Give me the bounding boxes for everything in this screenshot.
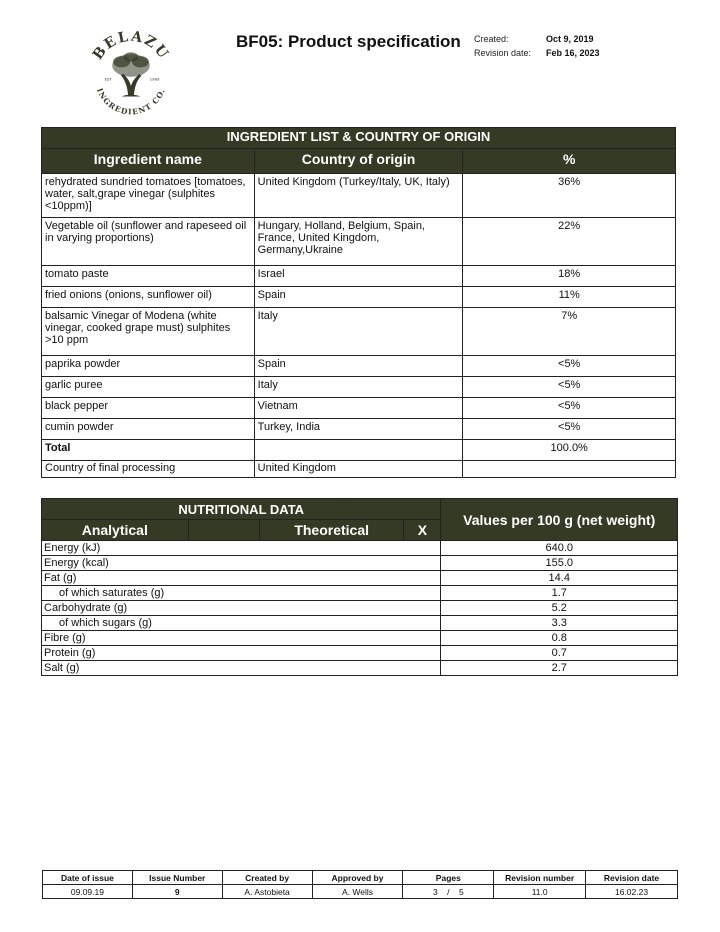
ingredient-name: rehydrated sundried tomatoes [tomatoes, water, salt,grape vinegar (sulphites <10ppm)] bbox=[42, 174, 255, 218]
ingredient-percent: 22% bbox=[463, 218, 676, 266]
ingredient-percent: <5% bbox=[463, 356, 676, 377]
pages-value bbox=[403, 885, 494, 899]
ingredient-percent: 11% bbox=[463, 287, 676, 308]
total-label: Total bbox=[42, 440, 255, 461]
final-processing-empty bbox=[463, 461, 676, 478]
logo-est-text: EST bbox=[104, 77, 112, 82]
ingredient-country: Vietnam bbox=[254, 398, 463, 419]
document-control-table bbox=[42, 870, 678, 899]
nutrient-label: of which saturates (g) bbox=[42, 586, 441, 601]
ingredient-percent: <5% bbox=[463, 398, 676, 419]
table-row bbox=[42, 571, 678, 586]
nutrient-value: 5.2 bbox=[441, 601, 678, 616]
revision-date-label: Revision date: bbox=[474, 48, 532, 58]
ingredient-name: Vegetable oil (sunflower and rapeseed oil in varying proportions) bbox=[42, 218, 255, 266]
ingredient-percent: 18% bbox=[463, 266, 676, 287]
ingredient-name: black pepper bbox=[42, 398, 255, 419]
ingredient-country: Spain bbox=[254, 287, 463, 308]
header-pages: Pages bbox=[403, 871, 494, 885]
logo-subtitle-text: INGREDIENT CO. bbox=[95, 86, 167, 117]
total-row bbox=[42, 440, 676, 461]
col-country-of-origin: Country of origin bbox=[254, 149, 463, 174]
ingredient-percent: 36% bbox=[463, 174, 676, 218]
table-row bbox=[42, 266, 676, 287]
theoretical-mark: X bbox=[404, 520, 441, 541]
table-row bbox=[42, 661, 678, 676]
revision-date-value: 16.02.23 bbox=[586, 885, 678, 899]
table-row bbox=[42, 308, 676, 356]
col-ingredient-name: Ingredient name bbox=[42, 149, 255, 174]
nutrient-value: 3.3 bbox=[441, 616, 678, 631]
ingredient-percent: <5% bbox=[463, 377, 676, 398]
final-processing-value: United Kingdom bbox=[254, 461, 463, 478]
approved-by-value: A. Wells bbox=[312, 885, 403, 899]
ingredient-name: garlic puree bbox=[42, 377, 255, 398]
total-value: 100.0% bbox=[463, 440, 676, 461]
nutrient-label: Fibre (g) bbox=[42, 631, 441, 646]
table-row bbox=[42, 601, 678, 616]
table-row bbox=[42, 287, 676, 308]
ingredient-name: cumin powder bbox=[42, 419, 255, 440]
nutrition-table-title: NUTRITIONAL DATA bbox=[42, 499, 441, 520]
table-row bbox=[42, 419, 676, 440]
header-revision-date: Revision date bbox=[586, 871, 678, 885]
logo-year-text: 1989 bbox=[149, 77, 160, 82]
nutrient-value: 155.0 bbox=[441, 556, 678, 571]
belazu-logo bbox=[84, 26, 178, 120]
col-percent: % bbox=[463, 149, 676, 174]
nutrient-label: of which sugars (g) bbox=[42, 616, 441, 631]
created-label: Created: bbox=[474, 34, 509, 44]
page-separator: / bbox=[447, 886, 450, 897]
ingredient-name: balsamic Vinegar of Modena (white vinegar, cooked grape must) sulphites >10 ppm bbox=[42, 308, 255, 356]
table-row bbox=[42, 398, 676, 419]
olive-tree-icon bbox=[112, 52, 150, 96]
ingredient-country: Israel bbox=[254, 266, 463, 287]
ingredient-name: paprika powder bbox=[42, 356, 255, 377]
nutrient-label: Fat (g) bbox=[42, 571, 441, 586]
final-processing-label: Country of final processing bbox=[42, 461, 255, 478]
table-row bbox=[42, 174, 676, 218]
nutrient-label: Protein (g) bbox=[42, 646, 441, 661]
final-processing-row bbox=[42, 461, 676, 478]
nutrient-label: Energy (kcal) bbox=[42, 556, 441, 571]
nutrient-value: 0.7 bbox=[441, 646, 678, 661]
nutrient-label: Salt (g) bbox=[42, 661, 441, 676]
values-header: Values per 100 g (net weight) bbox=[441, 499, 678, 541]
revision-number-value: 11.0 bbox=[494, 885, 586, 899]
ingredient-name: tomato paste bbox=[42, 266, 255, 287]
page-total: 5 bbox=[458, 886, 464, 897]
table-row bbox=[42, 541, 678, 556]
nutrient-value: 2.7 bbox=[441, 661, 678, 676]
created-by-value: A. Astobieta bbox=[222, 885, 312, 899]
header-approved-by: Approved by bbox=[312, 871, 403, 885]
header-revision-number: Revision number bbox=[494, 871, 586, 885]
nutrient-value: 0.8 bbox=[441, 631, 678, 646]
ingredient-country: Turkey, India bbox=[254, 419, 463, 440]
ingredient-country: Spain bbox=[254, 356, 463, 377]
ingredient-country: Hungary, Holland, Belgium, Spain, France, United Kingdom, Germany,Ukraine bbox=[254, 218, 463, 266]
table-row bbox=[42, 646, 678, 661]
nutrient-value: 640.0 bbox=[441, 541, 678, 556]
page-current: 3 bbox=[432, 886, 438, 897]
header-created-by: Created by bbox=[222, 871, 312, 885]
analytical-label: Analytical bbox=[42, 520, 189, 541]
table-row bbox=[42, 586, 678, 601]
analytical-checkbox bbox=[188, 520, 259, 541]
table-row bbox=[42, 556, 678, 571]
ingredient-table bbox=[41, 127, 676, 478]
header-issue-number: Issue Number bbox=[132, 871, 222, 885]
table-row bbox=[42, 356, 676, 377]
table-row bbox=[42, 631, 678, 646]
logo-brand-text: BELAZU bbox=[89, 28, 173, 63]
revision-date-value: Feb 16, 2023 bbox=[546, 48, 600, 58]
ingredient-country: Italy bbox=[254, 308, 463, 356]
ingredient-percent: <5% bbox=[463, 419, 676, 440]
created-value: Oct 9, 2019 bbox=[546, 34, 594, 44]
nutrient-value: 14.4 bbox=[441, 571, 678, 586]
nutrient-label: Energy (kJ) bbox=[42, 541, 441, 556]
date-of-issue-value: 09.09.19 bbox=[43, 885, 133, 899]
table-row bbox=[42, 377, 676, 398]
ingredient-country: Italy bbox=[254, 377, 463, 398]
ingredient-country: United Kingdom (Turkey/Italy, UK, Italy) bbox=[254, 174, 463, 218]
ingredient-percent: 7% bbox=[463, 308, 676, 356]
ingredient-name: fried onions (onions, sunflower oil) bbox=[42, 287, 255, 308]
table-row bbox=[42, 218, 676, 266]
nutrient-value: 1.7 bbox=[441, 586, 678, 601]
header-date-of-issue: Date of issue bbox=[43, 871, 133, 885]
ingredient-table-title: INGREDIENT LIST & COUNTRY OF ORIGIN bbox=[42, 128, 676, 149]
nutrition-table bbox=[41, 498, 678, 676]
issue-number-value: 9 bbox=[132, 885, 222, 899]
nutrient-label: Carbohydrate (g) bbox=[42, 601, 441, 616]
page-title: BF05: Product specification bbox=[236, 32, 461, 51]
total-country-empty bbox=[254, 440, 463, 461]
table-row bbox=[42, 616, 678, 631]
theoretical-label: Theoretical bbox=[259, 520, 403, 541]
